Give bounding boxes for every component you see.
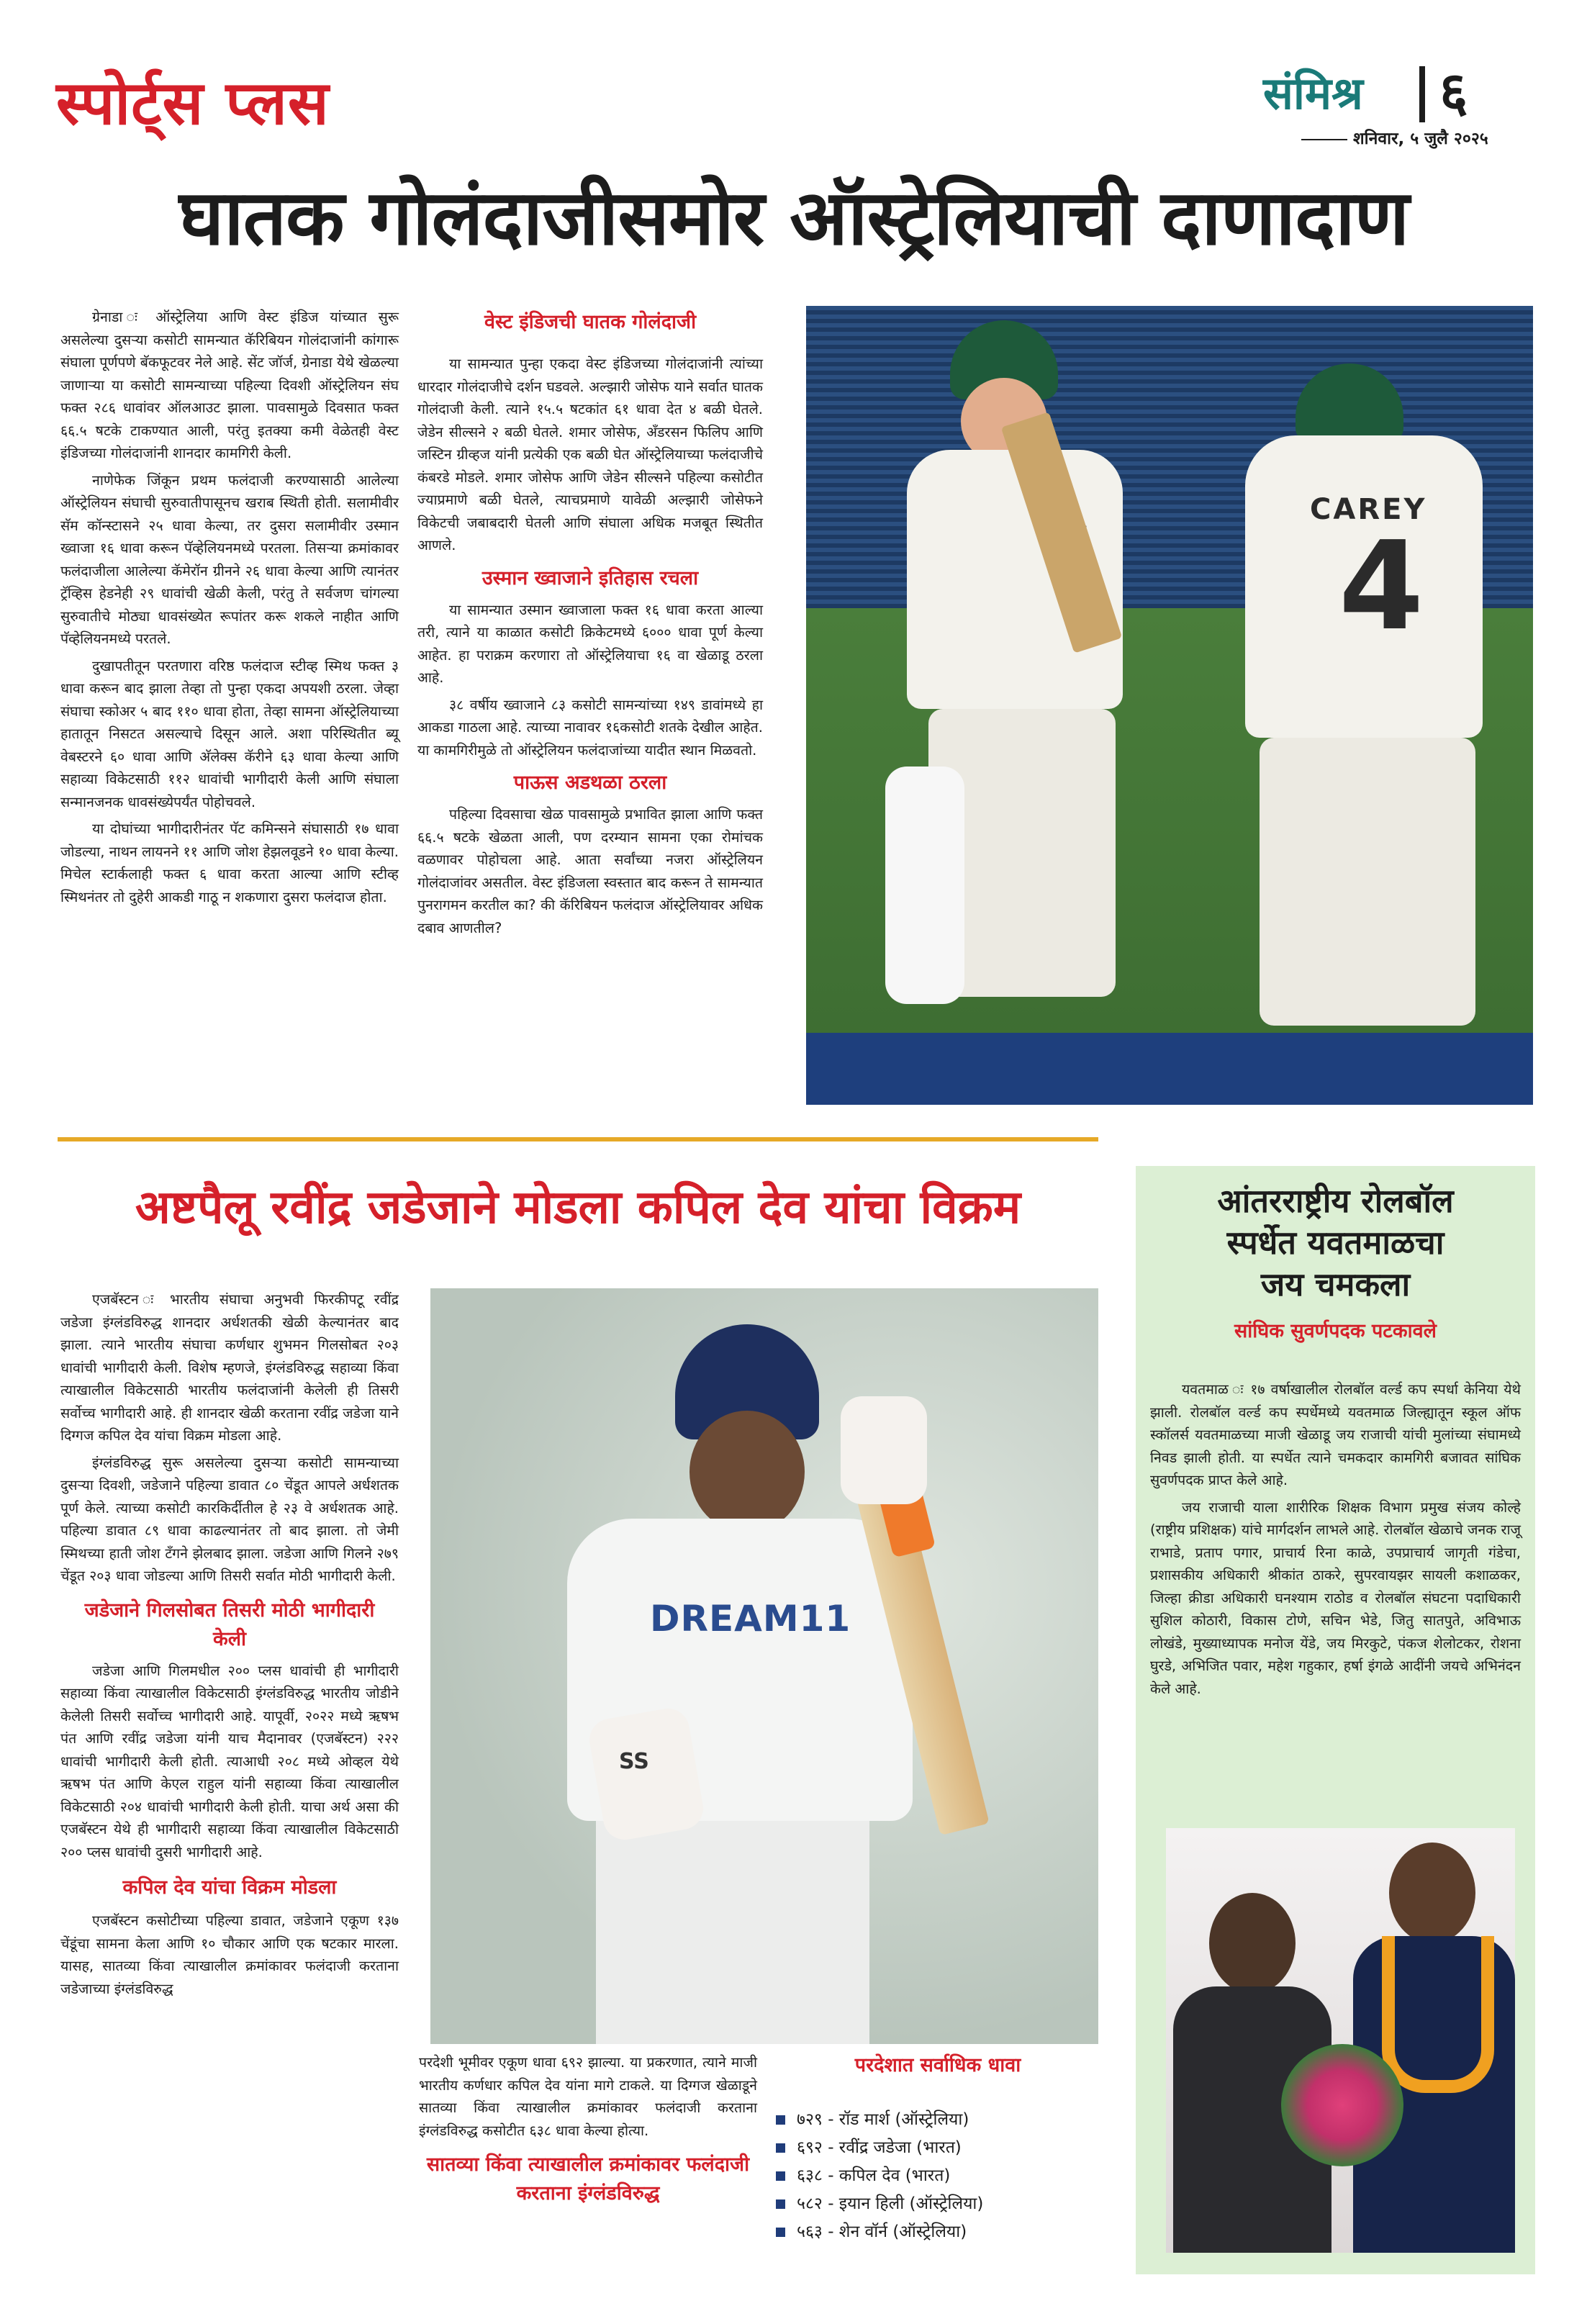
advertising-board [806, 1033, 1533, 1105]
paragraph: या सामन्यात पुन्हा एकदा वेस्ट इंडिजच्या गोलंदाजांनी त्यांच्या धारदार गोलंदाजीचे दर्शन घडवले. अल्झारी जोसेफ याने सर्वात घातक गोलंदाजी केली. त्याने १५.५ षटकांत ६१ धावा देत ४ बळी घेतले. जेडेन सील्सने २ बळी घेतले. शमार जोसेफ, अँडरसन फिलिप आणि जस्टिन ग्रीव्हज यांनी प्रत्येकी एक बळी घेत ऑस्ट्रेलियाच्या फलंदाजीचे कंबरडे मोडले. शमार जोसेफ आणि जेडेन सील्सने पहिल्या कसोटीत ज्याप्रमाणे बळी घेतले, त्याचप्रमाणे यावेळी अल्झारी जोसेफने विकेटची जबाबदारी घेतली आणि संघाला अधिक मजबूत स्थितीत आणले. [417, 356, 763, 553]
subheading: उस्मान ख्वाजाने इतिहास रचला [481, 566, 699, 589]
subheading: वेस्ट इंडिजची घातक गोलंदाजी [484, 311, 697, 333]
list-item: ५८२ - इयान हिली (ऑस्ट्रेलिया) [776, 2190, 1100, 2218]
batting-glove [586, 1705, 706, 1843]
paragraph: एजबॅस्टन कसोटीच्या पहिल्या डावात, जडेजाने एकूण १३७ चेंडूंचा सामना केला आणि १० चौकार आणि एक षटकार मारला. यासह, सातव्या किंवा त्याखालील क्रमांकावर फलंदाजी करताना जडेजाच्या इंग्लंडविरुद्ध [60, 1912, 399, 1997]
paragraph: इंग्लंडविरुद्ध सुरू असलेल्या दुसऱ्या कसोटी सामन्याच्या दुसऱ्या दिवशी, जडेजाने पहिल्या डावात ८० चेंडूत आपले अर्धशतक पूर्ण केले. त्याच्या कसोटी कारकिर्दीतील हे २३ वे अर्धशतक आहे. पहिल्या डावात ८९ धावा काढल्यानंतर तो बाद झाला. तो जेमी स्मिथच्या हाती जोश टँगने झेलबाद झाला. जडेजा आणि गिलने २७९ चेंडूत २०३ धावा जोडल्या आणि तिसरी सर्वात मोठी भागीदारी केली. [60, 1454, 399, 1584]
marigold-garland [1382, 1936, 1494, 2093]
glove-brand: SS [619, 1749, 649, 1774]
headline-line: स्पर्धेत यवतमाळचा [1226, 1224, 1444, 1262]
paragraph: दुखापतीतून परतणारा वरिष्ठ फलंदाज स्टीव्ह स्मिथ फक्त ३ धावा करून बाद झाला तेव्हा तो पुन्हा एकदा अपयशी ठरला. जेव्हा संघाचा स्कोअर ५ बाद ११० धावा होता, तेव्हा सामना ऑस्ट्रेलियाच्या हातातून निसटत असल्याचे दिसून आले. अशा परिस्थितीत ब्यू वेबस्टरने ६० धावा आणि अ‍ॅलेक्स कॅरीने ६३ धावा केल्या आणि सहाव्या विकेटसाठी ११२ धावांची भागीदारी केली आणि संघाला सन्मानजनक धावसंख्येपर्यंत पोहोचवले. [60, 657, 399, 810]
flower-bouquet [1281, 2044, 1403, 2166]
subheading: सातव्या किंवा त्याखालील क्रमांकावर फलंदाजी करताना इंग्लंडविरुद्ध [426, 2153, 750, 2205]
rollball-subheading: सांघिक सुवर्णपदक पटकावले [1234, 1320, 1437, 1342]
bullet-icon [776, 2171, 785, 2181]
subheading: जडेजाने गिलसोबत तिसरी मोठी भागीदारी केली [84, 1599, 375, 1650]
story1-column-1 [60, 306, 399, 913]
jadeja-headline: अष्टपैलू रवींद्र जडेजाने मोडला कपिल देव यांचा विक्रम [135, 1181, 1021, 1234]
subheading: कपिल देव यांचा विक्रम मोडला [122, 1876, 337, 1899]
issue-date: शनिवार, ५ जुलै २०२५ [1353, 130, 1488, 148]
paragraph: या सामन्यात उस्मान ख्वाजाला फक्त १६ धावा करता आल्या तरी, त्याने या काळात कसोटी क्रिकेटमध्ये ६००० धावा पूर्ण केल्या आहेत. हा पराक्रम करणारा तो ऑस्ट्रेलियाचा १६ वा खेळाडू ठरला आहे. [417, 601, 763, 686]
list-item: ५६३ - शेन वॉर्न (ऑस्ट्रेलिया) [776, 2218, 1100, 2246]
paragraph: पहिल्या दिवसाचा खेळ पावसामुळे प्रभावित झाला आणि फक्त ६६.५ षटके खेळता आली, पण दरम्यान सामना एका रोमांचक वळणावर पोहोचला आहे. आता सर्वांच्या नजरा ऑस्ट्रेलियन गोलंदाजांवर असतील. वेस्ट इंडिजला स्वस्तात बाद करून ते सामन्यात पुनरागमन करतील का? की कॅरिबियन फलंदाज ऑस्ट्रेलियावर अधिक दबाव आणतील? [417, 806, 763, 936]
bullet-icon [776, 2199, 785, 2209]
rollball-body [1150, 1378, 1521, 1704]
paragraph: परदेशी भूमीवर एकूण धावा ६९२ झाल्या. या प्रकरणात, त्याने माजी भारतीय कर्णधार कपिल देव यांना मागे टाकले. या दिग्गज खेळाडूने सातव्या किंवा त्याखालील क्रमांकावर फलंदाजी करताना इंग्लंडविरुद्ध कसोटीत ६३८ धावा केल्या होत्या. [419, 2054, 757, 2139]
paragraph: ३८ वर्षीय ख्वाजाने ८३ कसोटी सामन्यांच्या १४९ डावांमध्ये हा आकडा गाठला आहे. त्याच्या नावावर १६कसोटी शतके देखील आहेत. या कामगिरीमुळे तो ऑस्ट्रेलियन फलंदाजांच्या यादीत स्थान मिळवतो. [417, 696, 763, 759]
paragraph: ग्रेनाडा ः ऑस्ट्रेलिया आणि वेस्ट इंडिज यांच्यात सुरू असलेल्या दुसऱ्या कसोटी सामन्यात कॅरिबियन गोलंदाजांनी कांगारू संघाला पूर्णपणे बॅकफूटवर नेले आहे. सेंट जॉर्ज, ग्रेनाडा येथे खेळल्या जाणाऱ्या या कसोटी सामन्याच्या पहिल्या दिवशी ऑस्ट्रेलियन संघ फक्त २८६ धावांवर ऑलआउट झाला. पावसामुळे दिवसात फक्त ६६.५ षटके टाकण्यात आली, परंतु इतक्या कमी वेळेतही वेस्ट इंडिजच्या गोलंदाजांनी शानदार कामगिरी केली. [60, 309, 399, 461]
section-divider [58, 1137, 1098, 1141]
rollball-box [1136, 1166, 1535, 2274]
paragraph: जय राजाची याला शारीरिक शिक्षक विभाग प्रमुख संजय कोल्हे (राष्ट्रीय प्रशिक्षक) यांचे मार्गदर्शन लाभले आहे. रोलबॉल खेळाचे जनक राजू राभाडे, प्रताप पगार, प्राचार्य रिना काळे, उपप्राचार्य जागृती गंडेचा, प्रशासकीय अधिकारी श्रीकांत ठाकरे, सुपरवायझर सायली कशाळकर, जिल्हा क्रीडा अधिकारी घनश्याम राठोड व रोलबॉल संघटना पदाधिकारी सुशिल कोठारी, विकास टोणे, सचिन भेडे, जितु सातपुते, अविभाऊ लोखंडे, मुख्याध्यापक मनोज येंडे, जय मिरकुटे, पंकज शेलोटकर, रोशना घुरडे, अभिजित पवार, महेश गहुकार, हर्षा इंगळे आदींनी जयचे अभिनंदन केले आहे. [1150, 1498, 1521, 1697]
story1-column-2 [417, 308, 763, 944]
date-rule [1301, 139, 1347, 140]
masthead-divider [1419, 66, 1425, 122]
jersey-number: 4 [1339, 515, 1424, 658]
rollball-headline [1136, 1180, 1535, 1306]
page-number: ६ [1439, 60, 1468, 124]
paragraph: जडेजा आणि गिलमधील २०० प्लस धावांची ही भागीदारी सहाव्या किंवा त्याखालील विकेटसाठी इंग्लंडविरुद्ध भारतीय जोडीने केलेली तिसरी सर्वोच्च भागीदारी आहे. यापूर्वी, २०२२ मध्ये ऋषभ पंत आणि रवींद्र जडेजा यांनी याच मैदानावर (एजबॅस्टन) २२२ धावांची भागीदारी केली होती. त्याआधी २०८ मध्ये ओव्हल येथे ऋषभ पंत आणि केएल राहुल यांनी सहाव्या किंवा त्याखालील विकेटसाठी २०४ धावांची भागीदारी केली होती. याचा अर्थ असा की एजबॅस्टन येथे ही भागीदारी सहाव्या किंवा त्याखालील विकेटसाठी २०० प्लस धावांची दुसरी भागीदारी आहे. [60, 1662, 399, 1860]
subheading: पाऊस अडथळा ठरला [513, 772, 667, 794]
section-title: स्पोर्ट्स प्लस [56, 68, 330, 138]
stats-box [776, 2051, 1100, 2246]
headline-line: आंतरराष्ट्रीय रोलबॉल [1217, 1182, 1454, 1220]
shirt-logo: DREAM11 [650, 1598, 851, 1640]
player-head [1389, 1843, 1475, 1943]
headline-line: जय चमकला [1260, 1265, 1411, 1303]
coach-head [1209, 1893, 1296, 1994]
player-trousers [596, 1821, 869, 2044]
bullet-icon [776, 2228, 785, 2237]
story2-column-1 [60, 1288, 399, 2004]
bullet-icon [776, 2143, 785, 2153]
paragraph: नाणेफेक जिंकून प्रथम फलंदाजी करण्यासाठी आलेल्या ऑस्ट्रेलियन संघाची सुरुवातीपासूनच खराब स्थिती होती. सलामीवीर सॅम कॉन्स्टासने २५ धावा केल्या, तर दुसरा सलामीवीर उस्मान ख्वाजा १६ धावा करून पॅव्हेलियनमध्ये परतला. तिसऱ्या क्रमांकावर फलंदाजीला आलेल्या कॅमेरॉन ग्रीनने २६ धावा केल्या आणि त्यानंतर ट्रॅव्हिस हेडनेही २९ धावांची खेळी केली, परंतु ते सर्वजण चांगल्या सुरुवातीचे मोठ्या धावसंख्येत रूपांतर करू शकले नाहीत आणि पॅव्हेलियनमध्ये परतले. [60, 471, 399, 647]
bullet-icon [776, 2115, 785, 2125]
list-item: ६९२ - रवींद्र जडेजा (भारत) [776, 2134, 1100, 2162]
cricket-photo-jadeja [430, 1288, 1098, 2044]
paragraph: एजबॅस्टन ः भारतीय संघाचा अनुभवी फिरकीपटू रवींद्र जडेजा इंग्लंडविरुद्ध शानदार अर्धशतकी खेळी केल्यानंतर बाद झाला. त्याने भारतीय संघाचा कर्णधार शुभमन गिलसोबत २०३ धावांची भागीदारी केली. विशेष म्हणजे, इंग्लंडविरुद्ध सहाव्या किंवा त्याखालील विकेटसाठी भारतीय फलंदाजांनी केलेली ही तिसरी सर्वोच्च भागीदारी आहे. ही शानदार खेळी करताना रवींद्र जडेजा याने दिग्गज कपिल देव यांचा विक्रम मोडला आहे. [60, 1291, 399, 1444]
player-face [689, 1411, 805, 1533]
story2-column-2 [419, 2051, 757, 2208]
lead-headline: घातक गोलंदाजीसमोर ऑस्ट्रेलियाची दाणादाण [178, 173, 1409, 262]
paragraph: या दोघांच्या भागीदारीनंतर पॅट कमिन्सने संघासाठी १७ धावा जोडल्या, नाथन लायनने ११ आणि जोश हेझलवूडने १० धावा केल्या. मिचेल स्टार्कलाही फक्त ६ धावा करता आल्या आणि स्टीव्ह स्मिथनंतर तो दुहेरी आकडी गाठू न शकणारा दुसरा फलंदाज होता. [60, 820, 399, 905]
list-item: ७२९ - रॉड मार्श (ऑस्ट्रेलिया) [776, 2106, 1100, 2134]
batting-glove-raised [841, 1396, 927, 1504]
paragraph: यवतमाळ ः १७ वर्षाखालील रोलबॉल वर्ल्ड कप स्पर्धा केनिया येथे झाली. रोलबॉल वर्ल्ड कप स्पर्धेमध्ये यवतमाळ जिल्ह्यातून स्कूल ऑफ स्कॉलर्स यवतमाळच्या माजी खेळाडू जय राजाची यांची मुलांच्या संघामध्ये निवड झाली होती. या स्पर्धेत त्याने चमकदार कामगिरी बजावत सांघिक सुवर्णपदक प्राप्त केले आहे. [1150, 1381, 1521, 1488]
jersey-name: CAREY [1310, 493, 1427, 526]
batter-2-legs [1260, 738, 1475, 1026]
list-item: ६३८ - कपिल देव (भारत) [776, 2162, 1100, 2190]
leg-pad [885, 767, 964, 1004]
section-name: संमिश्र [1263, 67, 1363, 119]
cricket-photo-australia [806, 306, 1533, 1105]
award-photo [1166, 1828, 1515, 2253]
stats-title: परदेशात सर्वाधिक धावा [854, 2054, 1021, 2076]
top-scorers-list [776, 2106, 1100, 2246]
